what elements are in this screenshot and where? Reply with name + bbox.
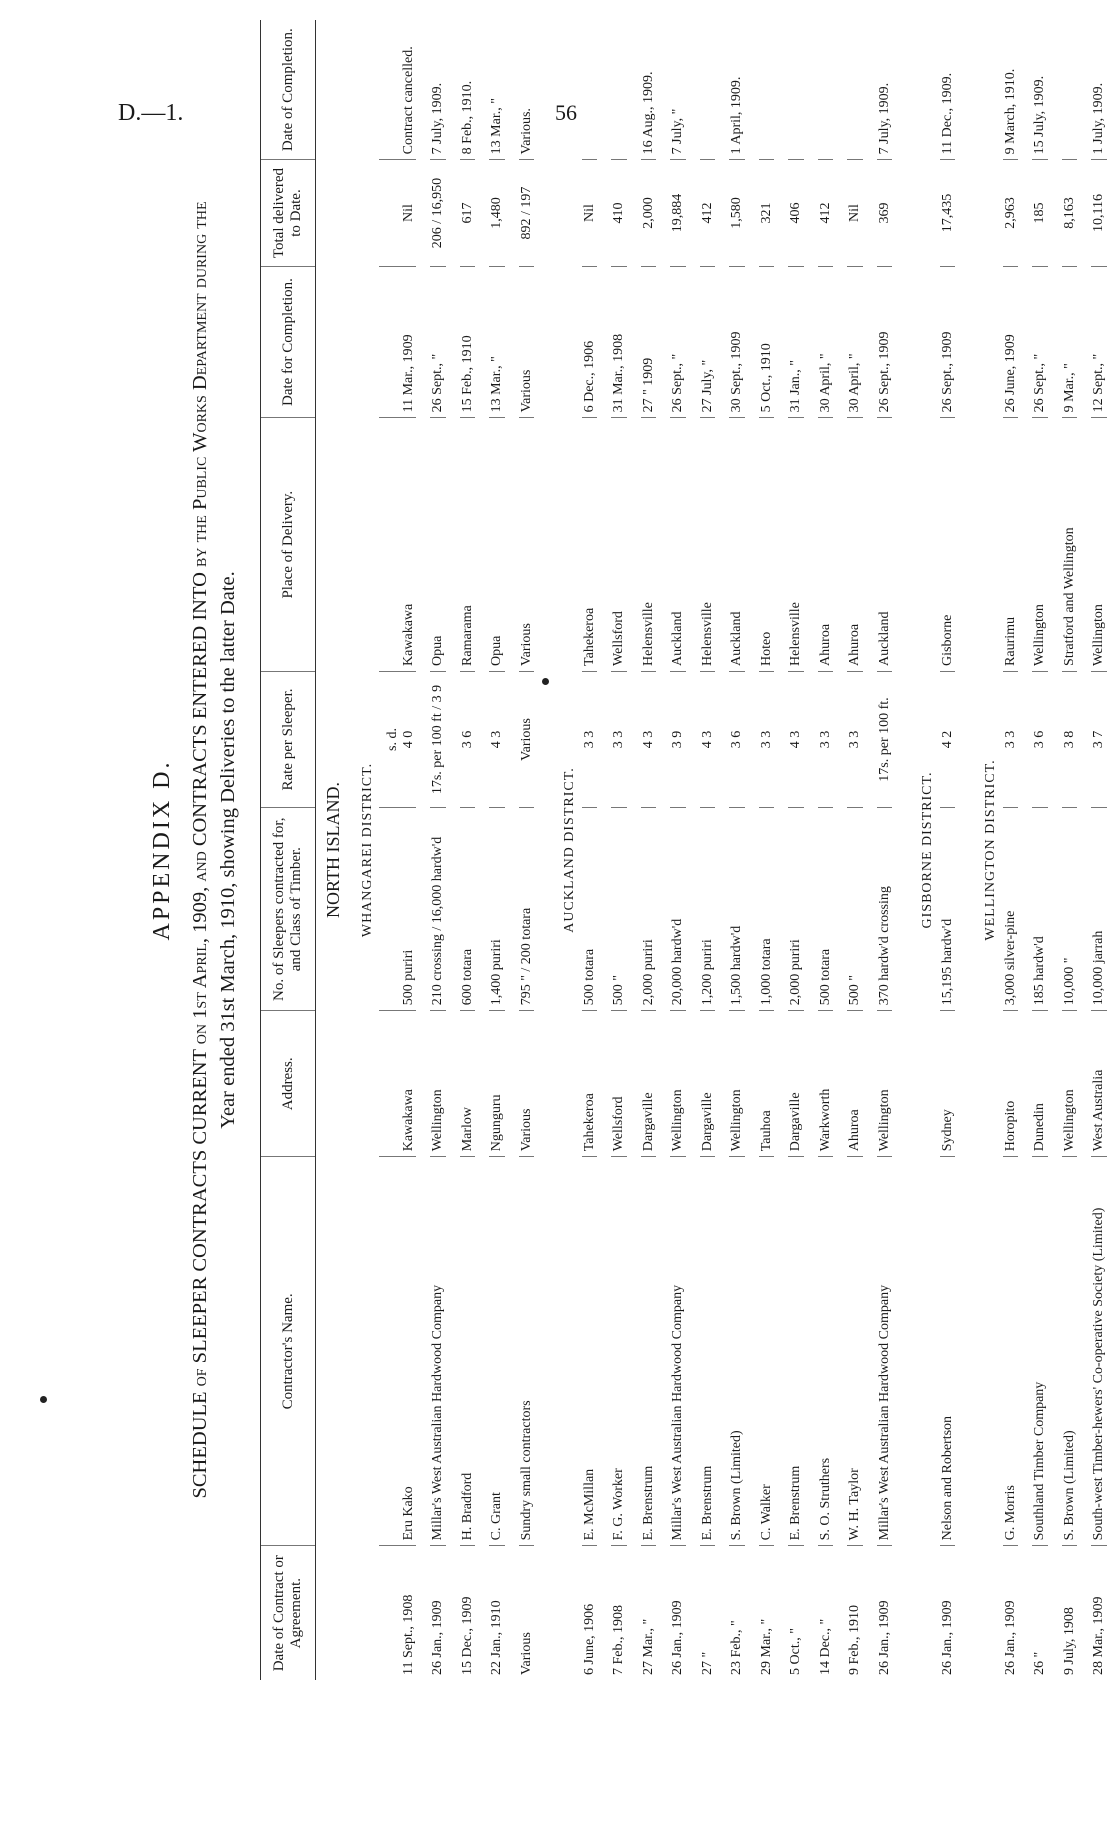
table-row	[847, 20, 863, 1680]
schedule-title-line-1: SCHEDULE of SLEEPER CONTRACTS CURRENT on 1st April, 1909, and CONTRACTS ENTERED INTO by the Public Works Department during the	[189, 201, 211, 1499]
cell-completion	[582, 20, 598, 160]
cell-completion: 1 April, 1909.	[729, 20, 745, 160]
cell-rate: 4 3	[788, 671, 804, 807]
cell-total: 1,580	[729, 160, 745, 266]
cell-completion: Various.	[519, 20, 535, 160]
table-row	[818, 20, 834, 1680]
spacer-cell	[1048, 20, 1062, 1680]
cell-total: 369	[877, 160, 893, 266]
spacer-cell	[833, 20, 847, 1680]
cell-rate: 3 3	[1003, 671, 1019, 807]
cell-completion	[759, 20, 775, 160]
district-heading: GISBORNE DISTRICT.	[920, 771, 935, 929]
empty-cell	[379, 1011, 401, 1157]
cell-place: Auckland	[729, 418, 745, 672]
cell-address: Horopito	[1003, 1011, 1019, 1157]
col-number-header: No. of Sleepers contracted for, and Class of Timber.	[261, 808, 316, 1011]
cell-address: Ahuroa	[847, 1011, 863, 1157]
cell-address: Wellington	[670, 1011, 686, 1157]
spacer-cell	[627, 20, 641, 1680]
table-row	[582, 20, 598, 1680]
cell-number: 600 totara	[460, 808, 476, 1011]
col-address-header: Address.	[261, 1011, 316, 1157]
cell-number: 2,000 puriri	[641, 808, 657, 1011]
row-spacer	[892, 20, 906, 1680]
cell-address: Tauhoa	[759, 1011, 775, 1157]
empty-cell	[379, 266, 401, 418]
row-spacer	[715, 20, 729, 1680]
table-row	[759, 20, 775, 1680]
cell-total: 321	[759, 160, 775, 266]
spacer-cell	[416, 20, 430, 1680]
cell-number: 500 puriri	[401, 808, 417, 1011]
cell-date: 11 Sept., 1908	[400, 1594, 416, 1675]
row-spacer	[475, 20, 489, 1680]
cell-date: 5 Oct., "	[788, 1628, 803, 1675]
district-heading-row	[969, 20, 1003, 1680]
cell-date-completion: 30 April, "	[818, 266, 834, 418]
cell-date-completion: 31 Mar., 1908	[611, 266, 627, 418]
cell-completion: 1 July, 1909.	[1091, 20, 1107, 160]
cell-rate: Various	[519, 671, 535, 807]
cell-number: 1,500 hardw'd	[729, 808, 745, 1011]
cell-completion	[1062, 20, 1078, 160]
empty-cell	[379, 160, 401, 266]
col-place-header: Place of Delivery.	[261, 418, 316, 672]
cell-rate: 3 6	[460, 671, 476, 807]
cell-place: Opua	[489, 418, 505, 672]
cell-address: Warkworth	[818, 1011, 834, 1157]
cell-date-completion: 11 Mar., 1909	[401, 266, 417, 418]
table-row	[700, 20, 716, 1680]
table-row	[641, 20, 657, 1680]
table-row	[1091, 20, 1107, 1680]
row-spacer	[774, 20, 788, 1680]
cell-total: 2,000	[641, 160, 657, 266]
cell-place: Wellsford	[611, 418, 627, 672]
cell-date-completion: 12 Sept., "	[1091, 266, 1107, 418]
cell-address: Wellington	[1062, 1011, 1078, 1157]
sleeper-contracts-table	[260, 20, 1114, 1680]
district-heading: WELLINGTON DISTRICT.	[983, 759, 998, 941]
district-heading-row	[906, 20, 940, 1680]
cell-total: 2,963	[1003, 160, 1019, 266]
district-heading: AUCKLAND DISTRICT.	[562, 767, 577, 933]
cell-address: Wellsford	[611, 1011, 627, 1157]
cell-address: Various	[519, 1011, 535, 1157]
cell-date: 15 Dec., 1909	[459, 1596, 475, 1675]
cell-rate: 3 9	[670, 671, 686, 807]
row-spacer	[1018, 20, 1032, 1680]
spacer-cell	[774, 20, 788, 1680]
cell-number: 185 hardw'd	[1032, 808, 1048, 1011]
row-spacer	[627, 20, 641, 1680]
cell-date: 7 Feb., 1908	[611, 1605, 626, 1675]
cell-place: Hoteo	[759, 418, 775, 672]
cell-date-completion: 27 July, "	[700, 266, 716, 418]
cell-place: Helensville	[788, 418, 804, 672]
cell-number: 500 "	[611, 808, 627, 1011]
row-spacer	[1048, 20, 1062, 1680]
cell-address: Dargaville	[788, 1011, 804, 1157]
cell-number: 10,000 "	[1062, 808, 1078, 1011]
appendix-title: APPENDIX D.	[149, 759, 175, 941]
cell-total: 185	[1032, 160, 1048, 266]
cell-name: Millar's West Australian Hardwood Company	[430, 1157, 446, 1546]
cell-name: E. McMillan	[582, 1157, 598, 1546]
cell-date: 22 Jan., 1910	[489, 1600, 504, 1675]
spacer-cell	[715, 20, 729, 1680]
island-heading: NORTH ISLAND.	[323, 782, 343, 918]
cell-name: Sundry small contractors	[519, 1157, 535, 1546]
cell-address: Tahekeroa	[582, 1011, 598, 1157]
row-spacer	[833, 20, 847, 1680]
col-completion-header: Date of Completion.	[261, 20, 316, 160]
cell-place: Stratford and Wellington	[1062, 418, 1078, 672]
table-row	[611, 20, 627, 1680]
cell-number: 2,000 puriri	[788, 808, 804, 1011]
cell-number: 210 crossing / 16,000 hardw'd	[430, 808, 446, 1011]
cell-name: Nelson and Robertson	[940, 1157, 956, 1546]
ink-dot	[40, 1396, 47, 1403]
cell-rate: 17s. per 100 ft.	[877, 671, 893, 807]
cell-date: 26 "	[1032, 1651, 1047, 1675]
cell-number: 1,200 puriri	[700, 808, 716, 1011]
cell-address: Dunedin	[1032, 1011, 1048, 1157]
cell-completion	[847, 20, 863, 160]
cell-completion: 7 July, "	[670, 20, 686, 160]
cell-rate: 4 0	[401, 671, 417, 807]
cell-place: Ahuroa	[847, 418, 863, 672]
cell-address: Marlow	[460, 1011, 476, 1157]
cell-name: C. Grant	[489, 1157, 505, 1546]
cell-completion: 7 July, 1909.	[877, 20, 893, 160]
row-spacer	[745, 20, 759, 1680]
cell-place: Tahekeroa	[582, 418, 598, 672]
cell-completion: 16 Aug., 1909.	[641, 20, 657, 160]
cell-date-completion: 26 June, 1909	[1003, 266, 1019, 418]
cell-date: Various	[518, 1632, 534, 1675]
cell-place: Wellington	[1032, 418, 1048, 672]
cell-place: Auckland	[670, 418, 686, 672]
table-row	[430, 20, 446, 1680]
row-spacer	[446, 20, 460, 1680]
cell-name: E. Brenstrum	[788, 1157, 804, 1546]
spacer-cell	[505, 20, 519, 1680]
cell-date: 26 Jan., 1909	[876, 1600, 892, 1675]
cell-total: 17,435	[940, 160, 956, 266]
row-spacer	[686, 20, 700, 1680]
cell-date-completion: 26 Sept., 1909	[940, 266, 956, 418]
spacer-cell	[863, 20, 877, 1680]
cell-completion: 15 July, 1909.	[1032, 20, 1048, 160]
cell-total: 892 / 197	[519, 160, 535, 266]
cell-date: 26 Jan., 1909	[1002, 1600, 1018, 1675]
cell-number: 795 " / 200 totara	[519, 808, 535, 1011]
cell-rate: 3 3	[847, 671, 863, 807]
cell-rate: 3 6	[1032, 671, 1048, 807]
cell-date-completion: 26 Sept., 1909	[877, 266, 893, 418]
empty-cell	[379, 1546, 401, 1680]
cell-date: 26 Jan., 1909	[430, 1600, 445, 1675]
cell-place: Helensville	[641, 418, 657, 672]
table-row	[460, 20, 476, 1680]
cell-date-completion: 9 Mar., "	[1062, 266, 1078, 418]
spacer-cell	[892, 20, 906, 1680]
cell-address: Ngunguru	[489, 1011, 505, 1157]
cell-rate: 4 3	[641, 671, 657, 807]
cell-date-completion: 13 Mar., "	[489, 266, 505, 418]
cell-number: 500 totara	[582, 808, 598, 1011]
col-date-completion-header: Date for Completion.	[261, 266, 316, 418]
spacer-cell	[534, 20, 548, 1680]
cell-address: Kawakawa	[401, 1011, 417, 1157]
cell-address: Dargaville	[700, 1011, 716, 1157]
cell-number: 500 totara	[818, 808, 834, 1011]
cell-date-completion: 27 " 1909	[641, 266, 657, 418]
cell-address: West Australia	[1091, 1011, 1107, 1157]
cell-date: 14 Dec., "	[817, 1618, 833, 1675]
cell-rate: 3 7	[1091, 671, 1107, 807]
cell-name: Southland Timber Company	[1032, 1157, 1048, 1546]
empty-cell	[379, 20, 401, 160]
cell-date-completion: 30 April, "	[847, 266, 863, 418]
col-rate-header: Rate per Sleeper.	[261, 671, 316, 807]
cell-completion: 11 Dec., 1909.	[940, 20, 956, 160]
cell-name: E. Brenstrum	[641, 1157, 657, 1546]
cell-rate: 3 6	[729, 671, 745, 807]
cell-date: 27 Mar., "	[640, 1618, 656, 1675]
cell-number: 500 "	[847, 808, 863, 1011]
row-spacer	[656, 20, 670, 1680]
cell-rate: 4 3	[700, 671, 716, 807]
cell-date-completion: Various	[519, 266, 535, 418]
spacer-cell	[745, 20, 759, 1680]
cell-rate: 4 2	[940, 671, 956, 807]
cell-number: 20,000 hardw'd	[670, 808, 686, 1011]
row-spacer	[1077, 20, 1091, 1680]
cell-completion	[818, 20, 834, 160]
cell-place: Various	[519, 418, 535, 672]
empty-cell	[379, 808, 401, 1011]
cell-total: 412	[700, 160, 716, 266]
cell-completion: 7 July, 1909.	[430, 20, 446, 160]
cell-total: 410	[611, 160, 627, 266]
table-row	[670, 20, 686, 1680]
cell-place: Helensville	[700, 418, 716, 672]
cell-total: 617	[460, 160, 476, 266]
cell-completion	[611, 20, 627, 160]
cell-number: 1,400 puriri	[489, 808, 505, 1011]
cell-date: 26 Jan., 1909	[670, 1600, 685, 1675]
row-spacer	[597, 20, 611, 1680]
cell-address: Wellington	[729, 1011, 745, 1157]
cell-completion	[700, 20, 716, 160]
cell-total: 1,480	[489, 160, 505, 266]
cell-date: 26 Jan., 1909	[939, 1600, 955, 1675]
table-row	[489, 20, 505, 1680]
cell-name: Millar's West Australian Hardwood Company	[670, 1157, 686, 1546]
cell-name: C. Walker	[759, 1157, 775, 1546]
cell-total: Nil	[401, 160, 417, 266]
cell-name: H. Bradford	[460, 1157, 476, 1546]
table-row	[940, 20, 956, 1680]
table-body	[316, 20, 1114, 1680]
spacer-cell	[1018, 20, 1032, 1680]
cell-date-completion: 26 Sept., "	[430, 266, 446, 418]
district-heading-row	[548, 20, 582, 1680]
empty-cell	[379, 1157, 401, 1546]
cell-date-completion: 6 Dec., 1906	[582, 266, 598, 418]
table-row	[729, 20, 745, 1680]
row-spacer	[534, 20, 548, 1680]
table-row	[1003, 20, 1019, 1680]
cell-number: 1,000 totara	[759, 808, 775, 1011]
cell-completion: 8 Feb., 1910.	[460, 20, 476, 160]
col-date-header: Date of Contract or Agreement.	[261, 1546, 316, 1680]
cell-name: S. O. Struthers	[818, 1157, 834, 1546]
cell-number: 15,195 hardw'd	[940, 808, 956, 1011]
district-heading-row	[346, 20, 380, 1680]
cell-address: Sydney	[940, 1011, 956, 1157]
cell-date: 29 Mar., "	[758, 1618, 774, 1675]
cell-rate: 3 3	[611, 671, 627, 807]
spacer-cell	[955, 20, 969, 1680]
row-spacer	[955, 20, 969, 1680]
cell-rate: 3 3	[759, 671, 775, 807]
table-row	[401, 20, 417, 1680]
spacer-cell	[446, 20, 460, 1680]
empty-cell	[379, 418, 401, 672]
spacer-cell	[1077, 20, 1091, 1680]
cell-date: 27 "	[699, 1651, 715, 1675]
row-spacer	[863, 20, 877, 1680]
cell-address: Wellington	[877, 1011, 893, 1157]
cell-rate: 17s. per 100 ft / 3 9	[430, 671, 446, 807]
cell-place: Wellington	[1091, 418, 1107, 672]
cell-place: Auckland	[877, 418, 893, 672]
cell-name: S. Brown (Limited)	[729, 1157, 745, 1546]
cell-date: 28 Mar., 1909	[1091, 1596, 1106, 1675]
schedule-title-line-2: Year ended 31st March, 1910, showing Deliveries to the latter Date.	[217, 571, 239, 1129]
cell-address: Wellington	[430, 1011, 446, 1157]
cell-date: 9 Feb., 1910	[847, 1605, 862, 1675]
cell-place: Gisborne	[940, 418, 956, 672]
cell-date: 9 July, 1908	[1061, 1607, 1077, 1675]
cell-rate: 3 3	[818, 671, 834, 807]
cell-date-completion: 5 Oct., 1910	[759, 266, 775, 418]
cell-place: Ramarama	[460, 418, 476, 672]
cell-place: Opua	[430, 418, 446, 672]
row-spacer	[804, 20, 818, 1680]
cell-place: Raurimu	[1003, 418, 1019, 672]
cell-name: S. Brown (Limited)	[1062, 1157, 1078, 1546]
spacer-cell	[1107, 20, 1114, 1680]
cell-name: G. Morris	[1003, 1157, 1019, 1546]
cell-name: Eru Kako	[401, 1157, 417, 1546]
cell-rate: 4 3	[489, 671, 505, 807]
row-spacer	[505, 20, 519, 1680]
page-number: 56	[555, 100, 577, 125]
cell-place: Ahuroa	[818, 418, 834, 672]
spacer-cell	[686, 20, 700, 1680]
row-spacer	[416, 20, 430, 1680]
cell-place: Kawakawa	[401, 418, 417, 672]
cell-completion: 13 Mar., "	[489, 20, 505, 160]
rate-units: s. d.	[379, 671, 401, 807]
table-row	[519, 20, 535, 1680]
cell-name: Millar's West Australian Hardwood Company	[877, 1157, 893, 1546]
district-heading: WHANGAREI DISTRICT.	[359, 762, 375, 938]
table-row	[1062, 20, 1078, 1680]
rotated-schedule-page	[145, 20, 1106, 1680]
cell-total: Nil	[582, 160, 598, 266]
row-spacer	[1107, 20, 1114, 1680]
cell-total: Nil	[847, 160, 863, 266]
cell-date-completion: 15 Feb., 1910	[460, 266, 476, 418]
document-reference: D.—1.	[118, 100, 184, 126]
table-row	[877, 20, 893, 1680]
spacer-cell	[656, 20, 670, 1680]
cell-total: 412	[818, 160, 834, 266]
cell-total: 10,116	[1091, 160, 1107, 266]
cell-date: 23 Feb., "	[729, 1620, 744, 1675]
cell-name: South-west Timber-hewers' Co-operative Society (Limited)	[1091, 1157, 1107, 1546]
col-total-header: Total delivered to Date.	[261, 160, 316, 266]
cell-date-completion: 26 Sept., "	[670, 266, 686, 418]
cell-total: 8,163	[1062, 160, 1078, 266]
cell-number: 3,000 silver-pine	[1003, 808, 1019, 1011]
rate-units-row	[379, 20, 401, 1680]
cell-total: 19,884	[670, 160, 686, 266]
cell-total: 206 / 16,950	[430, 160, 446, 266]
spacer-cell	[597, 20, 611, 1680]
cell-rate: 3 3	[582, 671, 598, 807]
cell-date-completion: 30 Sept., 1909	[729, 266, 745, 418]
cell-address: Dargaville	[641, 1011, 657, 1157]
spacer-cell	[475, 20, 489, 1680]
cell-date-completion: 31 Jan., "	[788, 266, 804, 418]
cell-rate: 3 8	[1062, 671, 1078, 807]
cell-completion: 9 March, 1910.	[1003, 20, 1019, 160]
cell-completion: Contract cancelled.	[401, 20, 417, 160]
col-name-header: Contractor's Name.	[261, 1157, 316, 1546]
cell-date: 6 June, 1906	[581, 1603, 597, 1675]
cell-number: 370 hardw'd crossing	[877, 808, 893, 1011]
cell-completion	[788, 20, 804, 160]
cell-name: W. H. Taylor	[847, 1157, 863, 1546]
cell-total: 406	[788, 160, 804, 266]
table-header-row	[261, 20, 316, 1680]
spacer-cell	[804, 20, 818, 1680]
cell-number: 10,000 jarrah	[1091, 808, 1107, 1011]
island-heading-row	[316, 20, 346, 1680]
table-row	[1032, 20, 1048, 1680]
cell-date-completion: 26 Sept., "	[1032, 266, 1048, 418]
table-row	[788, 20, 804, 1680]
cell-name: E. Brenstrum	[700, 1157, 716, 1546]
cell-name: F. G. Worker	[611, 1157, 627, 1546]
